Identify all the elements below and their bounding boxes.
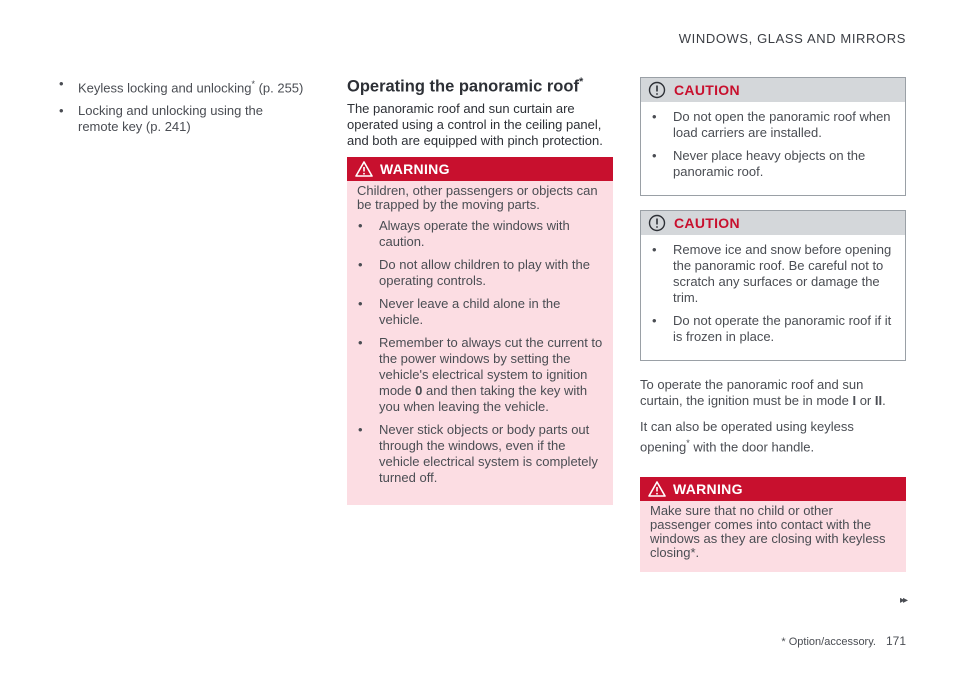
warning-box bbox=[640, 477, 906, 572]
list-item: • Do not open the panoramic roof when load carriers are installed. bbox=[651, 109, 895, 141]
option-star: * bbox=[686, 438, 690, 448]
related-links-list bbox=[56, 76, 306, 135]
middle-column bbox=[347, 76, 613, 505]
warning-header bbox=[640, 477, 906, 501]
next-page-arrow-icon[interactable]: ▸▸ bbox=[899, 595, 906, 606]
warning-triangle-icon bbox=[355, 161, 373, 177]
page-number: 171 bbox=[885, 634, 906, 648]
intro-paragraph: The panoramic roof and sun curtain are operated using a control in the ceiling panel, and both are equipped with pinch protection. bbox=[347, 100, 603, 148]
ignition-mode-value: II bbox=[874, 393, 883, 408]
ignition-mode-paragraph: To operate the panoramic roof and sun curtain, the ignition must be in mode I or II. bbox=[640, 377, 886, 408]
warning-title: WARNING bbox=[380, 160, 450, 177]
list-item[interactable]: • Keyless locking and unlocking* (p. 255) bbox=[56, 76, 306, 96]
ignition-mode-value: I bbox=[852, 393, 857, 408]
option-star: * bbox=[578, 76, 584, 88]
section-header: WINDOWS, GLASS AND MIRRORS bbox=[678, 31, 906, 46]
warning-text: Make sure that no child or other passenger comes into contact with the windows as they are closing with keyless closing*. bbox=[650, 503, 886, 561]
list-item: • Do not allow children to play with the operating controls. bbox=[357, 257, 603, 289]
caution-exclamation-icon bbox=[648, 214, 666, 232]
warning-triangle-icon bbox=[648, 481, 666, 497]
warning-text: Children, other passengers or objects can be trapped by the moving parts. bbox=[357, 182, 598, 212]
warning-list bbox=[347, 212, 613, 486]
caution-box bbox=[640, 77, 906, 196]
list-item: • Always operate the windows with caution. bbox=[357, 218, 603, 250]
caution-list bbox=[641, 102, 905, 180]
list-item: • Do not operate the panoramic roof if it is frozen in place. bbox=[651, 313, 895, 345]
section-heading: Operating the panoramic roof* bbox=[347, 76, 584, 96]
option-note: * Option/accessory. bbox=[781, 636, 876, 648]
list-item: • Never place heavy objects on the panoramic roof. bbox=[651, 148, 895, 180]
list-item[interactable]: • Locking and unlocking using the remote key (p. 241) bbox=[56, 103, 306, 135]
list-item: • Never stick objects or body parts out through the windows, even if the vehicle electrical system is completely turned off. bbox=[357, 422, 603, 486]
page-footer bbox=[781, 634, 906, 648]
caution-title: CAUTION bbox=[674, 215, 740, 231]
list-item: • Remember to always cut the current to the power windows by setting the vehicle's electrical system to ignition mode 0 and then taking the key with you when leaving the vehicle. bbox=[357, 335, 603, 415]
warning-title: WARNING bbox=[673, 481, 743, 498]
left-column bbox=[56, 76, 306, 142]
caution-list bbox=[641, 235, 905, 345]
option-star: * bbox=[251, 79, 255, 89]
warning-header bbox=[347, 157, 613, 181]
ignition-mode-value: 0 bbox=[415, 382, 423, 398]
page-ref: (p. 241) bbox=[142, 119, 191, 135]
caution-exclamation-icon bbox=[648, 81, 666, 99]
caution-header bbox=[641, 78, 905, 102]
caution-header bbox=[641, 211, 905, 235]
list-item: • Never leave a child alone in the vehicle. bbox=[357, 296, 603, 328]
keyless-paragraph: It can also be operated using keyless opening* with the door handle. bbox=[640, 419, 854, 455]
caution-box bbox=[640, 210, 906, 361]
warning-box bbox=[347, 157, 613, 505]
caution-title: CAUTION bbox=[674, 82, 740, 98]
list-item: • Remove ice and snow before opening the panoramic roof. Be careful not to scratch any surfaces or damage the trim. bbox=[651, 242, 895, 306]
page-ref: (p. 255) bbox=[254, 80, 304, 96]
right-column bbox=[640, 77, 906, 572]
